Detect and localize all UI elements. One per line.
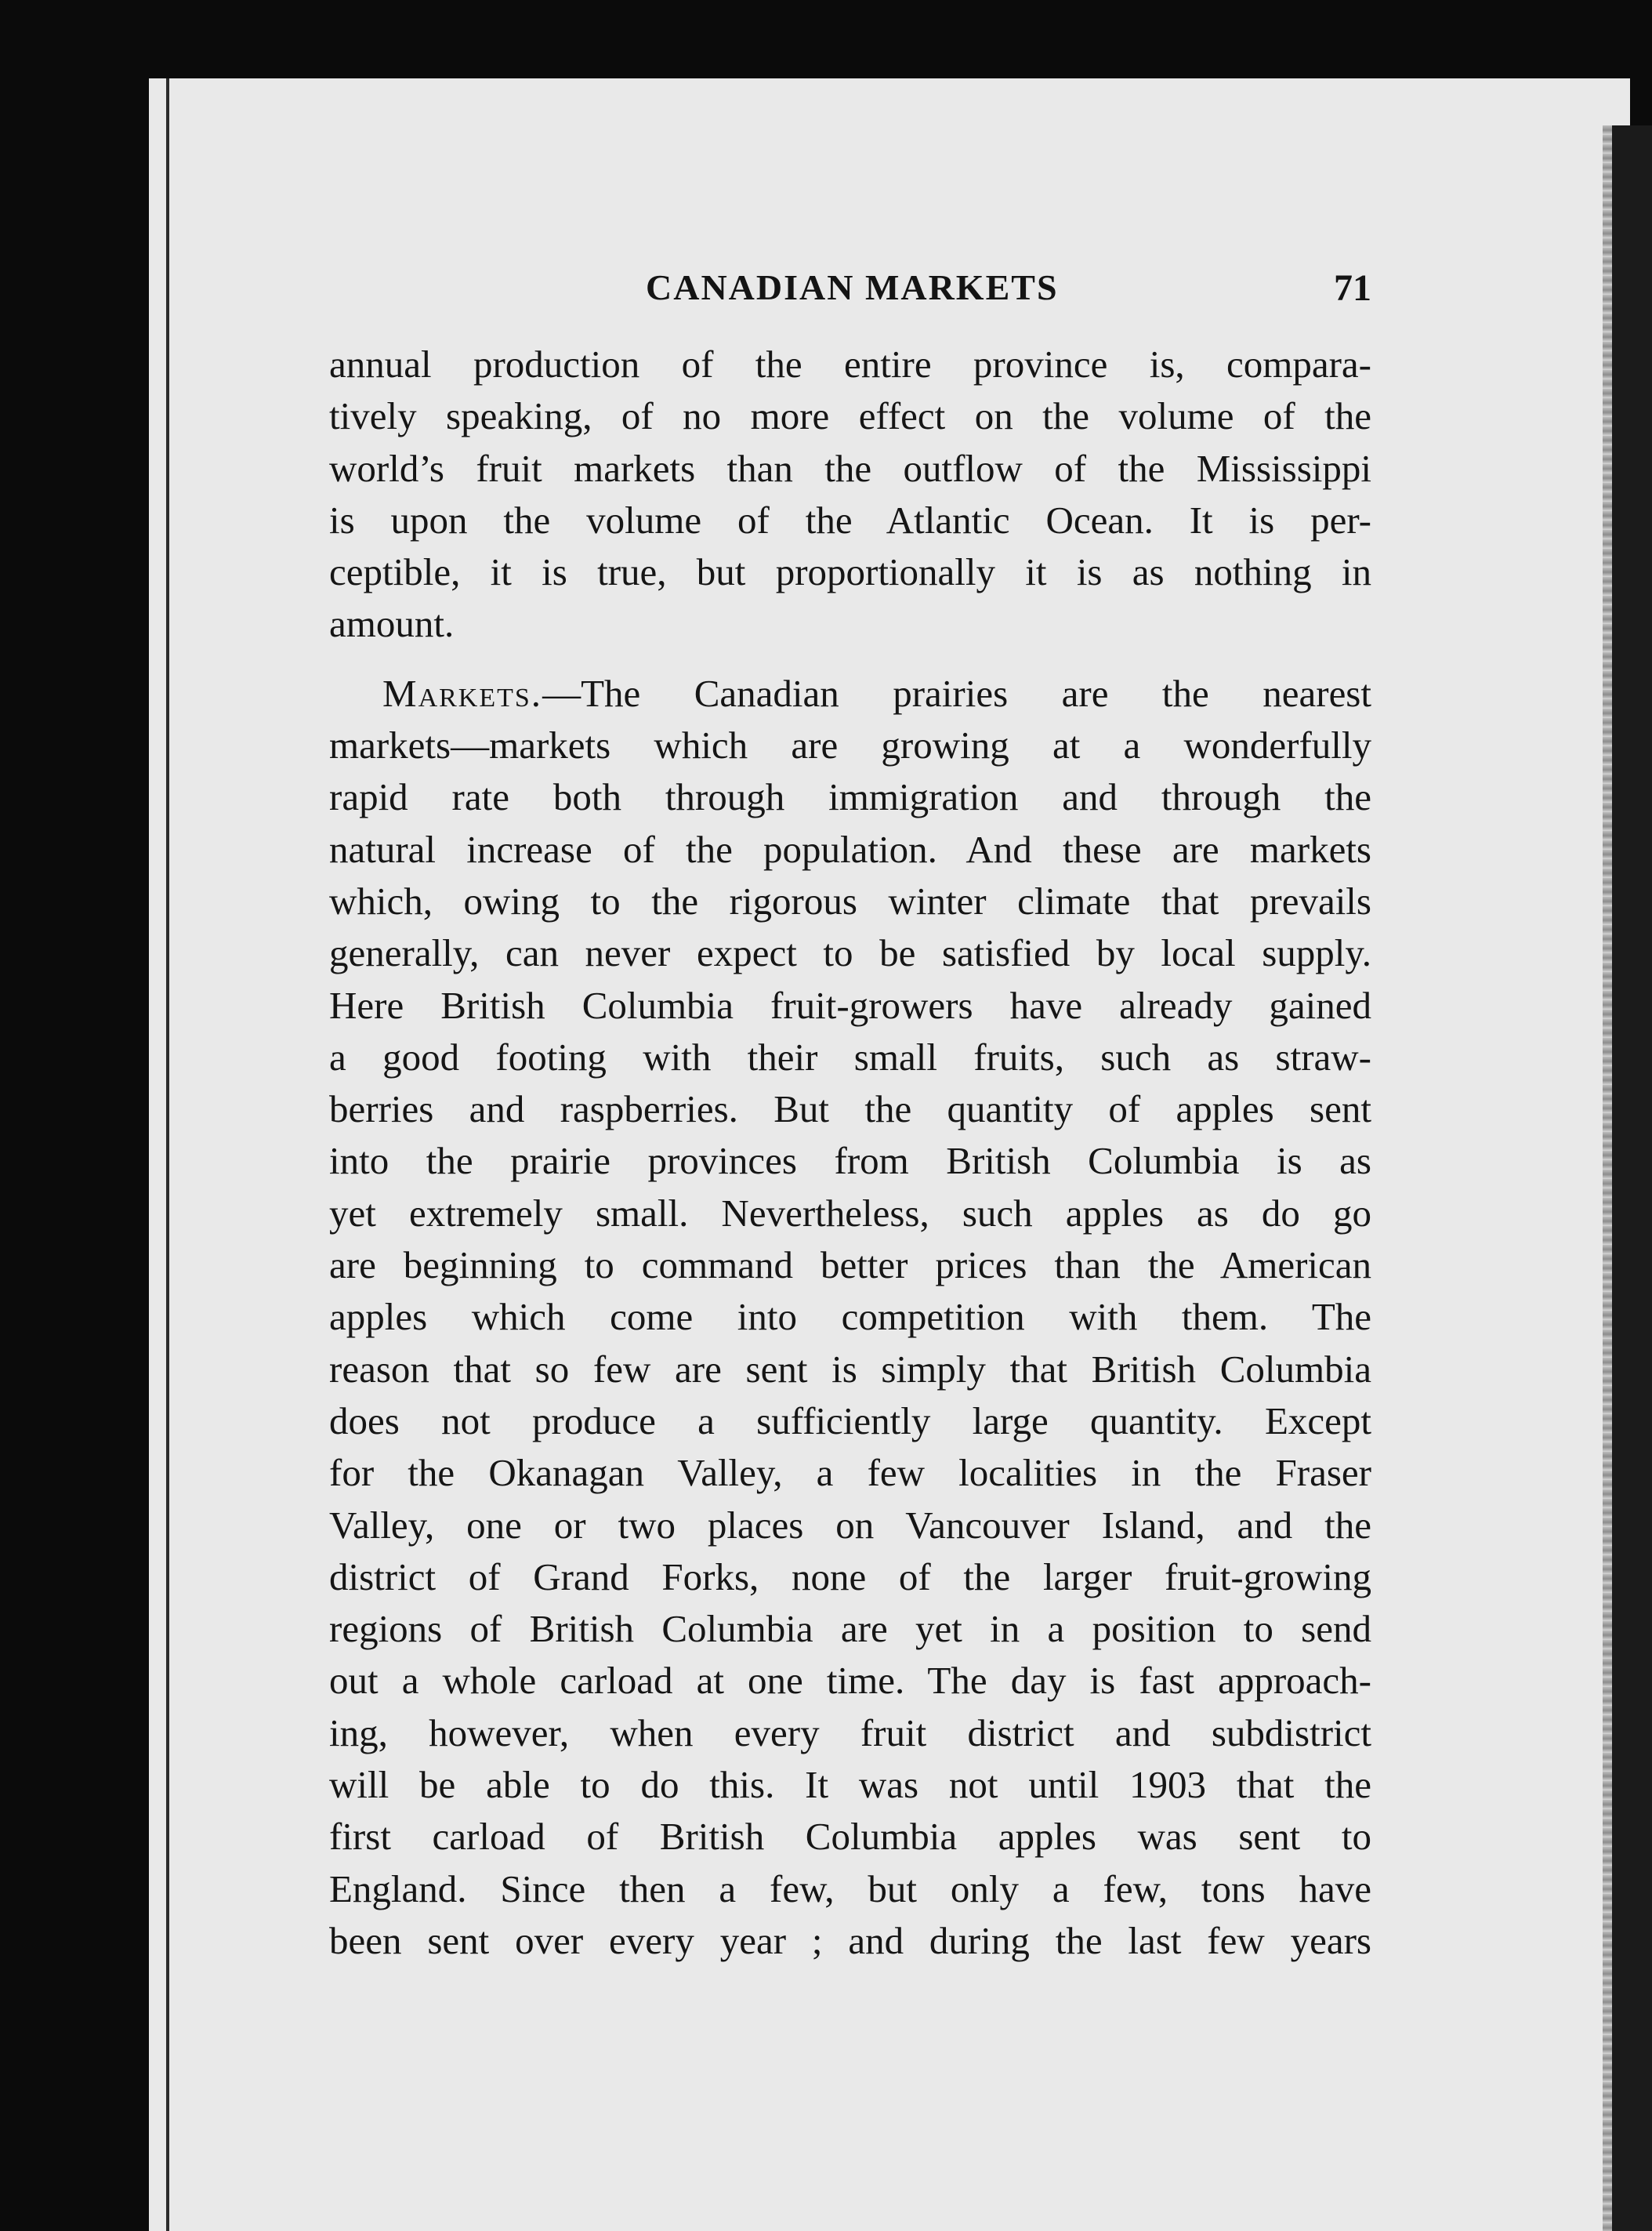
text-line: berries and raspberries. But the quantity of apples sent [329, 1087, 1371, 1131]
text-line: rapid rate both through immigration and through the [329, 775, 1371, 819]
text-line: natural increase of the population. And these are markets [329, 827, 1371, 871]
text-line: which, owing to the rigorous winter climate that prevails [329, 879, 1371, 923]
text-line: world’s fruit markets than the outflow of the Mississippi [329, 446, 1371, 490]
text-line: England. Since then a few, but only a few, tons have [329, 1866, 1371, 1910]
text-line: district of Grand Forks, none of the larger fruit-growing [329, 1554, 1371, 1598]
text-line: is upon the volume of the Atlantic Ocean. It is per- [329, 498, 1371, 542]
text-line: been sent over every year ; and during the last few years [329, 1918, 1371, 1962]
paragraph-gap [329, 651, 1371, 668]
text-line: Here British Columbia fruit-growers have already gained [329, 983, 1371, 1027]
running-title: CANADIAN MARKETS [646, 267, 1059, 307]
text-line: will be able to do this. It was not until 1903 that the [329, 1763, 1371, 1807]
binding-edge [166, 78, 169, 2231]
text-line: first carload of British Columbia apples was sent to [329, 1815, 1371, 1859]
text-line: into the prairie provinces from British Columbia is as [329, 1139, 1371, 1183]
body-text [329, 339, 1371, 1967]
page-header [321, 267, 1371, 314]
text-line: ing, however, when every fruit district and subdistrict [329, 1710, 1371, 1754]
text-line: amount. [329, 602, 455, 646]
text-line: Valley, one or two places on Vancouver Island, and the [329, 1503, 1371, 1547]
section-lead-in: Markets. [382, 671, 543, 715]
text-line: ceptible, it is true, but proportionally it is as nothing in [329, 550, 1371, 594]
paragraph-first-line [329, 668, 1371, 720]
text-line: reason that so few are sent is simply that British Columbia [329, 1347, 1371, 1391]
page-number: 71 [1334, 267, 1371, 309]
text-line: for the Okanagan Valley, a few localities in the Fraser [329, 1451, 1371, 1495]
first-line-text: —The Canadian prairies are the nearest [542, 671, 1371, 715]
page-edge-right [1603, 125, 1612, 2231]
text-line: out a whole carload at one time. The day is fast approach- [329, 1659, 1371, 1703]
text-line: regions of British Columbia are yet in a position to send [329, 1607, 1371, 1651]
text-line: markets—markets which are growing at a wonderfully [329, 724, 1371, 767]
text-line: yet extremely small. Nevertheless, such apples as do go [329, 1191, 1371, 1235]
scan-border-right [1612, 125, 1652, 2231]
text-line: generally, can never expect to be satisfied by local supply. [329, 931, 1371, 975]
text-line: apples which come into competition with them. The [329, 1295, 1371, 1339]
text-line: tively speaking, of no more effect on the volume of the [329, 394, 1371, 438]
text-line: a good footing with their small fruits, such as straw- [329, 1035, 1371, 1079]
text-line: are beginning to command better prices than the American [329, 1243, 1371, 1287]
text-line: annual production of the entire province is, compara- [329, 343, 1371, 386]
text-line: does not produce a sufficiently large quantity. Except [329, 1398, 1371, 1442]
